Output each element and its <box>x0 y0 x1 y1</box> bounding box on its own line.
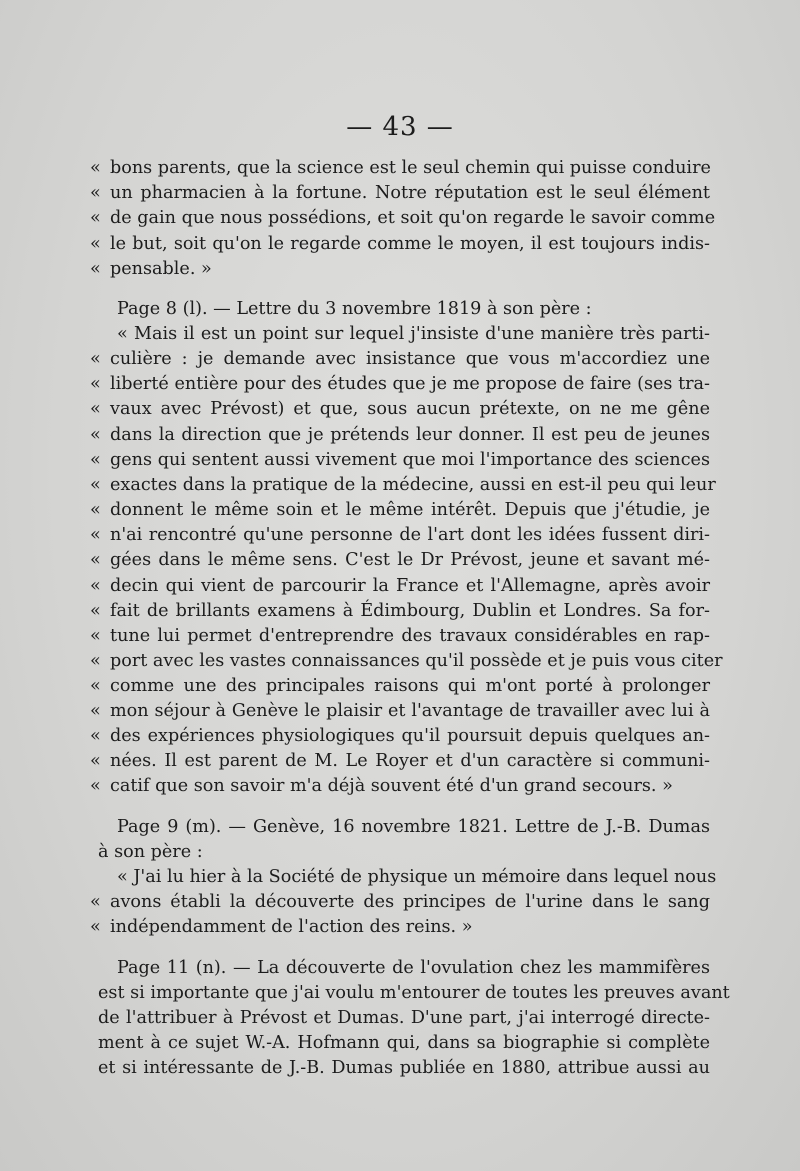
text-line: « indépendamment de l'action des reins. » <box>90 917 473 937</box>
text-line: « avons établi la découverte des principes de l'urine dans le sang <box>90 892 710 912</box>
text-line: « Mais il est un point sur lequel j'insiste d'une manière très parti- <box>117 324 710 344</box>
text-line: « comme une des principales raisons qui m'ont porté à prolonger <box>90 676 710 696</box>
text-line: « vaux avec Prévost) et que, sous aucun prétexte, on ne me gêne <box>90 399 710 419</box>
text-line: « fait de brillants examens à Édimbourg, Dublin et Londres. Sa for- <box>90 601 710 621</box>
text-line: « un pharmacien à la fortune. Notre réputation est le seul élément <box>90 183 710 203</box>
text-line: « des expériences physiologiques qu'il poursuit depuis quelques an- <box>90 726 710 746</box>
text-line: « mon séjour à Genève le plaisir et l'avantage de travailler avec lui à <box>90 701 710 721</box>
page-number: — 43 — <box>346 112 454 142</box>
text-line: « gens qui sentent aussi vivement que moi l'importance des sciences <box>90 450 710 470</box>
note-heading-page-9: Page 9 (m). — Genève, 16 novembre 1821. Lettre de J.-B. Dumas <box>117 817 710 837</box>
text-line: de l'attribuer à Prévost et Dumas. D'une part, j'ai interrogé directe- <box>98 1008 710 1028</box>
text-line: « catif que son savoir m'a déjà souvent été d'un grand secours. » <box>90 776 673 796</box>
note-heading-page-11: Page 11 (n). — La découverte de l'ovulation chez les mammifères <box>117 958 710 978</box>
text-line: « port avec les vastes connaissances qu'il possède et je puis vous citer <box>90 651 723 671</box>
text-line: et si intéressante de J.-B. Dumas publiée en 1880, attribue aussi au <box>98 1058 710 1078</box>
text-line: à son père : <box>98 842 203 862</box>
text-line: « decin qui vient de parcourir la France et l'Allemagne, après avoir <box>90 576 710 596</box>
text-line: « de gain que nous possédions, et soit qu'on regarde le savoir comme <box>90 208 716 228</box>
text-line: « liberté entière pour des études que je me propose de faire (ses tra- <box>90 374 710 394</box>
text-line: est si importante que j'ai voulu m'entourer de toutes les preuves avant <box>98 983 730 1003</box>
text-line: « dans la direction que je prétends leur donner. Il est peu de jeunes <box>90 425 710 445</box>
text-line: « J'ai lu hier à la Société de physique un mémoire dans lequel nous <box>117 867 717 887</box>
text-line: « gées dans le même sens. C'est le Dr Prévost, jeune et savant mé- <box>90 550 710 570</box>
text-line: « culière : je demande avec insistance que vous m'accordiez une <box>90 349 710 369</box>
text-line: « le but, soit qu'on le regarde comme le moyen, il est toujours indis- <box>90 234 710 254</box>
text-line: « nées. Il est parent de M. Le Royer et d'un caractère si communi- <box>90 751 710 771</box>
text-line: « exactes dans la pratique de la médecine, aussi en est-il peu qui leur <box>90 475 716 495</box>
text-line: « tune lui permet d'entreprendre des travaux considérables en rap- <box>90 626 710 646</box>
text-line: « bons parents, que la science est le seul chemin qui puisse conduire <box>90 158 711 178</box>
text-line: « pensable. » <box>90 259 212 279</box>
text-line: « n'ai rencontré qu'une personne de l'art dont les idées fussent diri- <box>90 525 710 545</box>
text-line: ment à ce sujet W.-A. Hofmann qui, dans sa biographie si complète <box>98 1033 710 1053</box>
note-heading-page-8: Page 8 (l). — Lettre du 3 novembre 1819 à son père : <box>117 299 592 319</box>
text-line: « donnent le même soin et le même intérêt. Depuis que j'étudie, je <box>90 500 710 520</box>
